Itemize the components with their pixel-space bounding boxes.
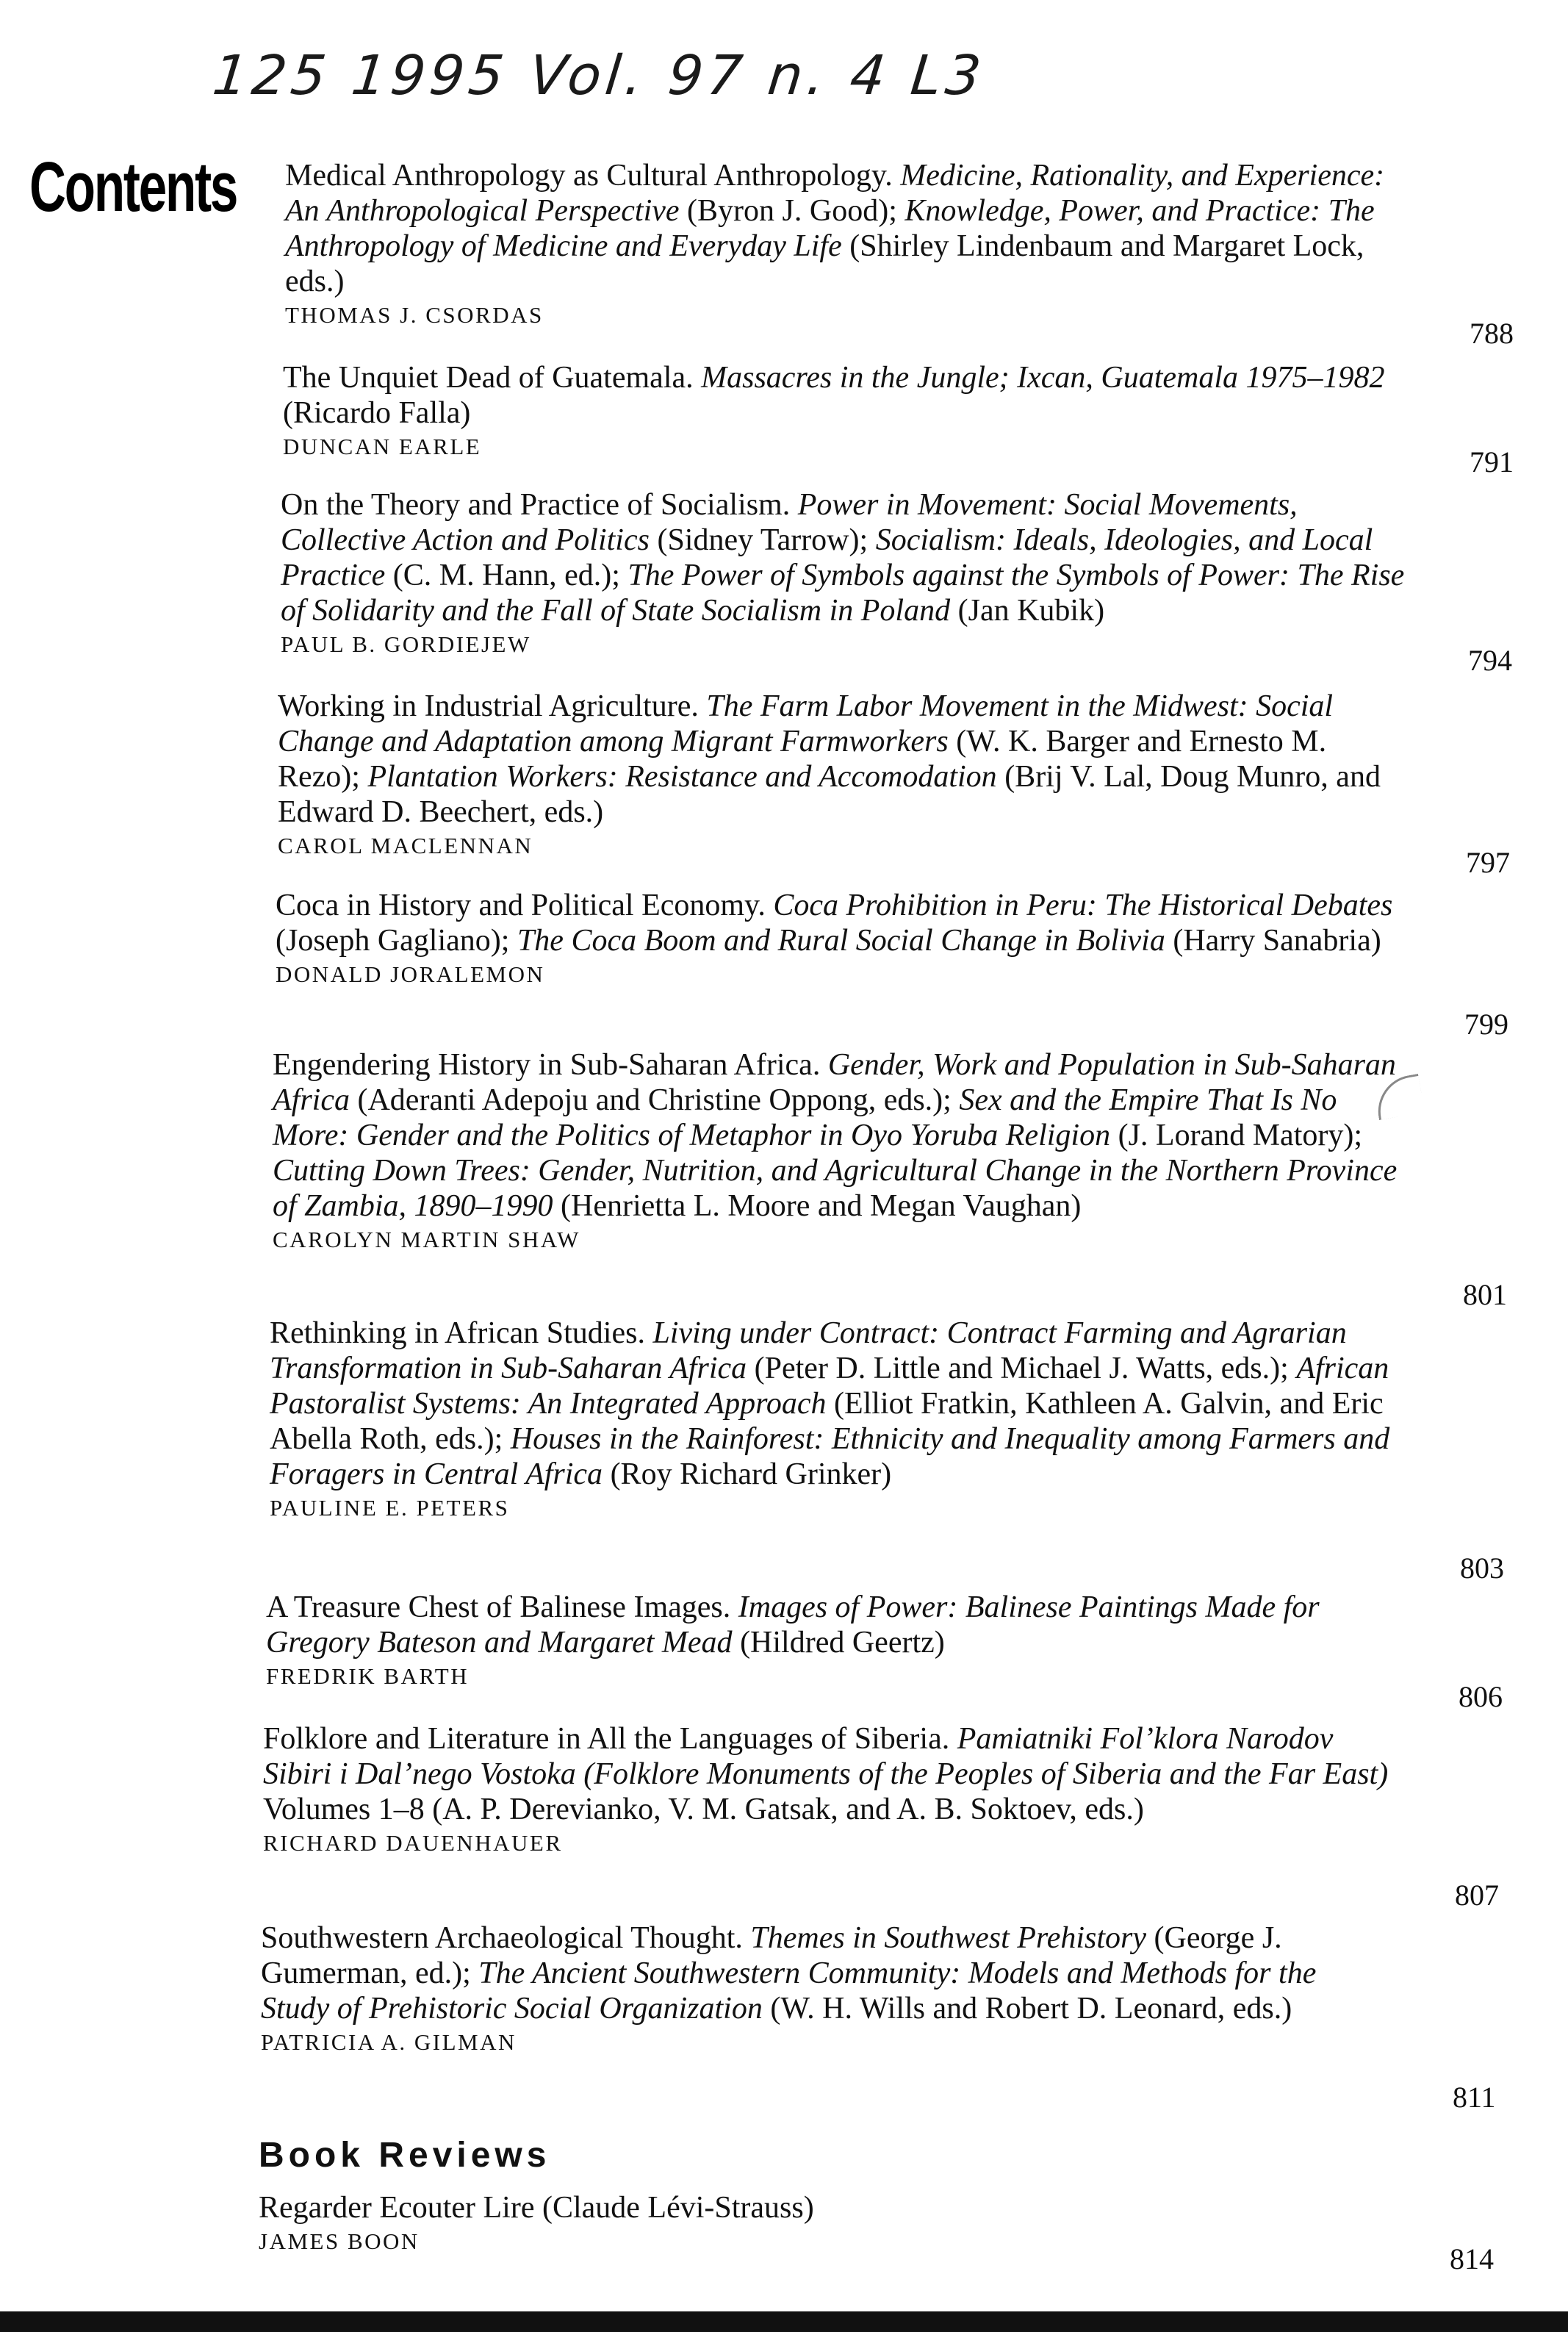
page-number: 788 [1470,317,1514,350]
page-number: 797 [1466,846,1510,879]
reviewed-works: Pamiatniki Fol’klora Narodov Sibiri i Dal’nego Vostoka (Folklore Monuments of the Peoples of Siberia and the Far East) Volumes 1–8 (A. P. Derevianko, V. M. Gatsak, and A. B. Soktoev, eds.) [263,1722,1389,1826]
article-title: Medical Anthropology as Cultural Anthropology. [285,159,901,193]
article-title: The Unquiet Dead of Guatemala. [283,361,702,395]
page-number: 811 [1453,2081,1496,2114]
author-name: PATRICIA A. GILMAN [261,2029,517,2055]
handwritten-note: 125 1995 Vol. 97 n. 4 L3 [209,44,988,107]
toc-entry-text [276,888,1407,989]
page-number: 803 [1460,1551,1504,1585]
article-title: Working in Industrial Agriculture. [278,689,707,723]
author-name: PAUL B. GORDIEJEW [281,631,531,657]
book-review-title: Regarder Ecouter Lire (Claude Lévi-Strauss) [259,2191,814,2225]
author-name: CAROL MACLENNAN [278,833,533,858]
page-number: 794 [1468,644,1512,677]
scan-edge-bar [0,2311,1568,2332]
reviewed-works: Massacres in the Jungle; Ixcan, Guatemala 1975–1982 (Ricardo Falla) [283,361,1385,430]
article-title: Folklore and Literature in All the Languages of Siberia. [263,1722,957,1756]
page-number: 814 [1450,2242,1494,2275]
toc-entry-text [266,1590,1398,1691]
author-name: DUNCAN EARLE [283,434,482,459]
article-title: A Treasure Chest of Balinese Images. [266,1590,738,1624]
reviewed-works: Gender, Work and Population in Sub-Saharan Africa (Aderanti Adepoju and Christine Oppong, eds.); Sex and the Empire That Is No More: Gender and the Politics of Metaphor in Oyo Yoruba Religion (J. Lorand Matory); Cutting Down Trees: Gender, Nutrition, and Agricultural Change in the Northern Province of Zambia, 1890–1990 (Henrietta L. Moore and Megan Vaughan) [273,1048,1398,1223]
page-number: 801 [1463,1278,1507,1311]
article-title: Engendering History in Sub-Saharan Africa. [273,1048,828,1082]
author-name: RICHARD DAUENHAUER [263,1830,563,1856]
reviewed-works: The Farm Labor Movement in the Midwest: Social Change and Adaptation among Migrant Farmworkers (W. K. Barger and Ernesto M. Rezo); Plantation Workers: Resistance and Accomodation (Brij V. Lal, Doug Munro, and Edward D. Beechert, eds.) [278,689,1381,829]
toc-entry-text [281,487,1412,659]
toc-entry-text [278,689,1409,861]
reviewed-works: Images of Power: Balinese Paintings Made for Gregory Bateson and Margaret Mead (Hildred Geertz) [266,1590,1320,1660]
page-number: 791 [1470,445,1514,478]
page-number: 799 [1464,1008,1508,1041]
article-title: Rethinking in African Studies. [270,1316,653,1350]
page-number: 807 [1455,1879,1499,1912]
reviewed-works: Themes in Southwest Prehistory (George J. Gumerman, ed.); The Ancient Southwestern Community: Models and Methods for the Study of Prehistoric Social Organization (W. H. Wills and Robert D. Leonard, eds.) [261,1921,1317,2026]
toc-entry-text [285,158,1417,330]
article-title: On the Theory and Practice of Socialism. [281,488,798,522]
article-title: Southwestern Archaeological Thought. [261,1921,751,1955]
toc-entry-text [273,1047,1404,1255]
author-name: THOMAS J. CSORDAS [285,302,544,328]
toc-entry-text [270,1316,1401,1523]
book-review-entry [259,2190,1390,2256]
reviewed-works: Coca Prohibition in Peru: The Historical Debates (Joseph Gagliano); The Coca Boom and Rural Social Change in Bolivia (Harry Sanabria) [276,889,1393,958]
book-reviews-heading: Book Reviews [259,2136,551,2175]
toc-entry-text [263,1721,1395,1858]
page-number: 806 [1459,1680,1503,1713]
author-name: DONALD JORALEMON [276,961,545,987]
reviewed-works: Living under Contract: Contract Farming and Agrarian Transformation in Sub-Saharan Africa (Peter D. Little and Michael J. Watts, eds.); African Pastoralist Systems: An Integrated Approach (Elliot Fratkin, Kathleen A. Galvin, and Eric Abella Roth, eds.); Houses in the Rainforest: Ethnicity and Inequality among Farmers and Foragers in Central Africa (Roy Richard Grinker) [270,1316,1390,1491]
toc-entry-text [283,360,1414,462]
article-title: Coca in History and Political Economy. [276,889,774,922]
reviewed-works: Medicine, Rationality, and Experience: An Anthropological Perspective (Byron J. Good); Knowledge, Power, and Practice: The Anthropology of Medicine and Everyday Life (Shirley Lindenbaum and Margaret Lock, eds.) [285,159,1385,298]
author-name: FREDRIK BARTH [266,1663,470,1689]
author-name: JAMES BOON [259,2228,420,2254]
reviewed-works: Power in Movement: Social Movements, Collective Action and Politics (Sidney Tarrow); Socialism: Ideals, Ideologies, and Local Practice (C. M. Hann, ed.); The Power of Symbols against the Symbols of Power: The Rise of Solidarity and the Fall of State Socialism in Poland (Jan Kubik) [281,488,1405,628]
page-title: Contents [29,148,237,226]
toc-entry-text [261,1920,1392,2057]
author-name: CAROLYN MARTIN SHAW [273,1227,580,1252]
author-name: PAULINE E. PETERS [270,1495,510,1521]
